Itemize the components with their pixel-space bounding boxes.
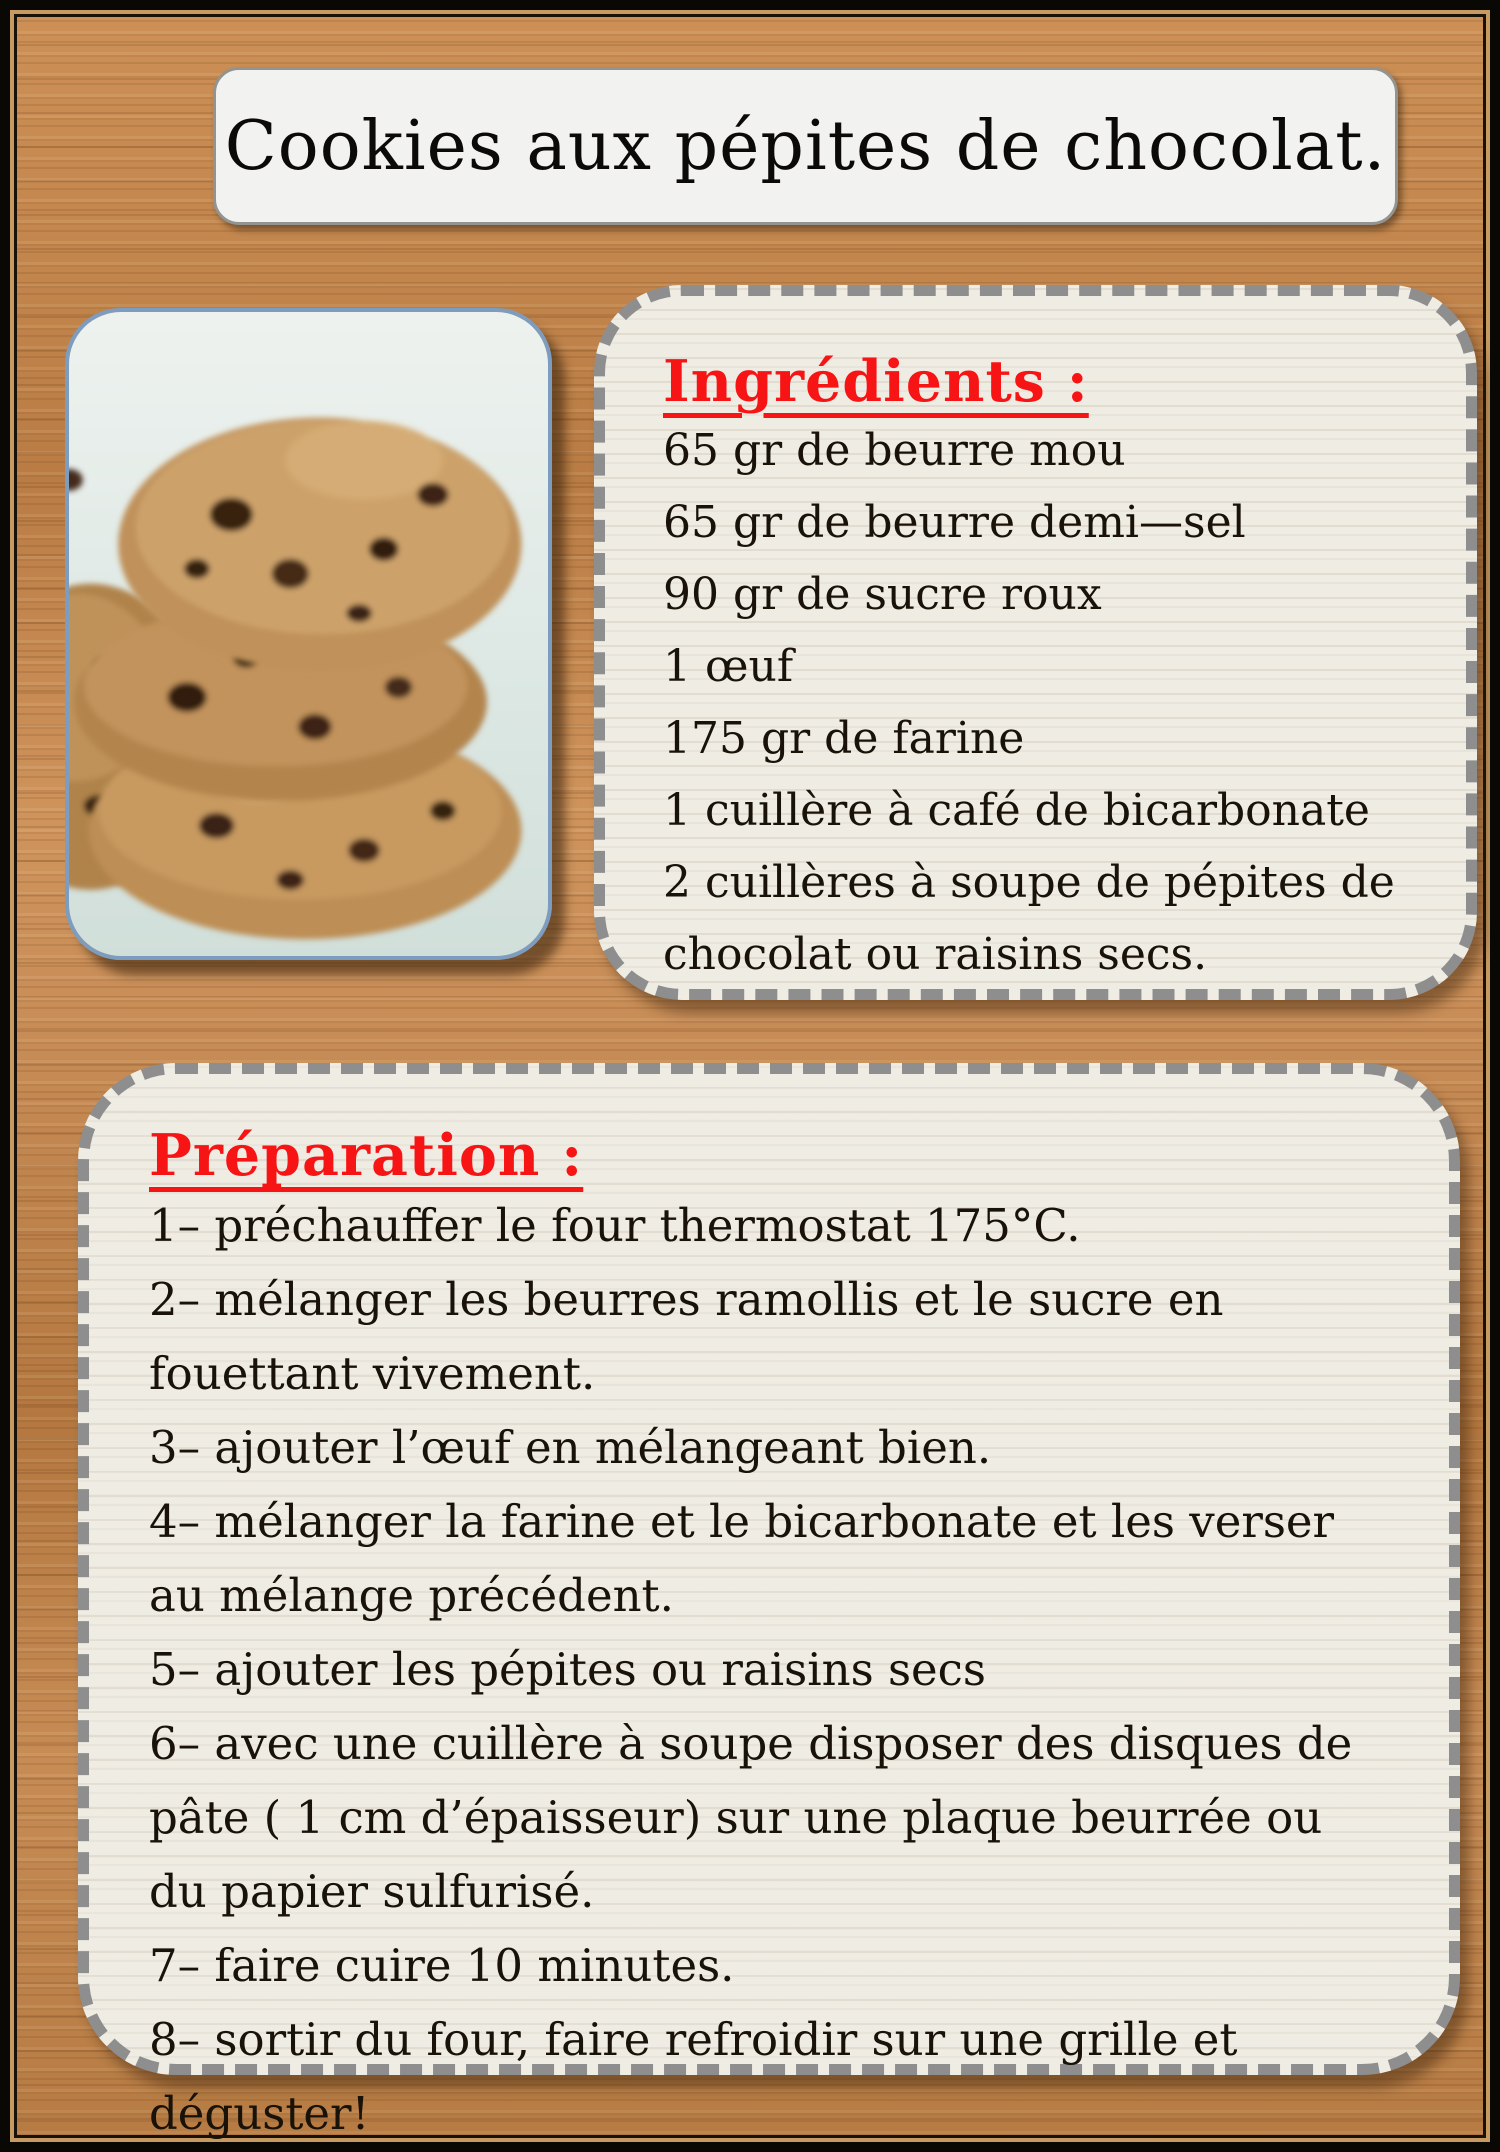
preparation-heading: Préparation : (149, 1122, 584, 1189)
preparation-step: 5– ajouter les pépites ou raisins secs (149, 1643, 986, 1696)
ingredient-item: 175 gr de farine (663, 713, 1025, 764)
preparation-step: 8– sortir du four, faire refroidir sur une grille et déguster! (149, 2013, 1238, 2140)
preparation-step: 3– ajouter l’œuf en mélangeant bien. (149, 1421, 992, 1474)
preparation-step: 2– mélanger les beurres ramollis et le sucre en fouettant vivement. (149, 1273, 1224, 1400)
ingredient-item: 90 gr de sucre roux (663, 569, 1102, 620)
preparation-box (78, 1063, 1460, 2140)
preparation-step: 7– faire cuire 10 minutes. (149, 1939, 735, 1992)
cookies-photo (65, 308, 552, 960)
ingredients-list (663, 415, 1418, 991)
preparation-step: 6– avec une cuillère à soupe disposer des disques de pâte ( 1 cm d’épaisseur) sur une plaque beurrée ou du papier sulfurisé. (149, 1717, 1353, 1918)
ingredients-box (594, 285, 1477, 1000)
ingredient-item: 65 gr de beurre mou (663, 425, 1126, 476)
page-title: Cookies aux pépites de chocolat. (224, 106, 1387, 186)
title-banner (213, 67, 1398, 225)
ingredients-heading: Ingrédients : (663, 348, 1089, 415)
ingredient-item: 2 cuillères à soupe de pépites de chocolat ou raisins secs. (663, 857, 1395, 980)
ingredient-item: 1 œuf (663, 641, 794, 692)
preparation-step: 1– préchauffer le four thermostat 175°C. (149, 1199, 1081, 1252)
ingredient-item: 65 gr de beurre demi—sel (663, 497, 1246, 548)
ingredient-item: 1 cuillère à café de bicarbonate (663, 785, 1370, 836)
preparation-steps (149, 1189, 1394, 2151)
preparation-step: 4– mélanger la farine et le bicarbonate et les verser au mélange précédent. (149, 1495, 1335, 1622)
cookies-illustration (69, 312, 548, 956)
